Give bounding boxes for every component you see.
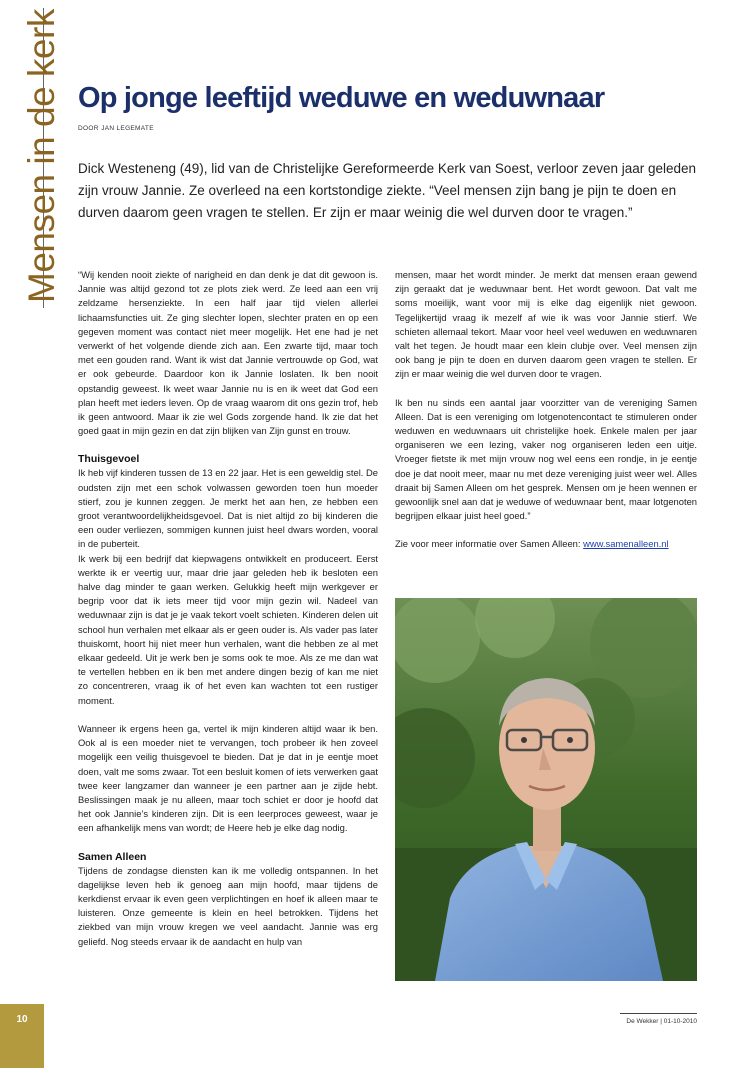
footer-rule (620, 1013, 697, 1014)
info-prefix: Zie voor meer informatie over Samen Alleen: (395, 538, 584, 550)
subheading-thuisgevoel: Thuisgevoel (78, 453, 140, 466)
body-paragraph: Tijdens de zondagse diensten kan ik me volledig ontspannen. In het dagelijkse leven heb ik genoeg aan mijn hoofd, maar tijdens de kerkdienst ervaar ik even geen verplichtingen en hoef ik alleen maar te luisteren. Onze gemeente is klein en heel betrokken. Tijdens het ziekbed van mijn vrouw kregen we veel aandacht. Jannie was erg geliefd. Nog steeds ervaar ik de aandacht en hulp van (78, 864, 378, 947)
info-line (395, 537, 697, 551)
section-label: Mensen in de kerk (21, 9, 62, 303)
subheading-samen-alleen: Samen Alleen (78, 850, 147, 863)
body-paragraph: Ik werk bij een bedrijf dat kiepwagens ontwikkelt en produceert. Eerst werkte ik er veertig uur, maar drie jaar geleden heb ik besloten een halve dag minder te gaan werken. Gelukkig heeft mijn werkgever er begrip voor dat ik iets meer tijd voor mijn gezin wil. Nadeel van weduwnaar zijn is dat je je vaak tekort voelt schieten. Kinderen delen uit school hun verhalen met elkaar als er geen ouder is. Als vader pas later thuiskomt, hoort hij niet meer hun verhalen, want die hebben ze al met elkaar gedeeld. Uit je werk ben je soms ook te moe. Als ze me dan wat te vertellen hebben en ik ben met andere dingen bezig of kan me niet zo concentreren, vraag ik of het even kan wachten tot een rustiger moment. (78, 552, 378, 706)
portrait-illustration (395, 598, 697, 981)
body-paragraph: Wanneer ik ergens heen ga, vertel ik mijn kinderen altijd waar ik ben. Ook al is een moeder niet te vervangen, toch probeer ik hen zoveel mogelijk een veilig thuisgevoel te bieden. Dat je dat in je eentje moet doen, valt me soms zwaar. Tot een besluit komen of iets verwerken gaat twee keer langzamer dan wanneer je een partner aan je zijde hebt. Beslissingen maak je nu alleen, maar toch schiet er door je hoofd dat het ook Jannie’s kinderen zijn. Dit is een leerproces geweest, waar je een afhankelijk mens van wordt; de Heere heb je elke dag nodig. (78, 722, 378, 834)
samenalleen-link[interactable]: www.samenalleen.nl (583, 538, 669, 550)
article-title: Op jonge leeftijd weduwe en weduwnaar (78, 82, 605, 114)
publication-footer: De Wekker | 01-10-2010 (626, 1018, 697, 1025)
left-column (78, 268, 378, 949)
body-paragraph: mensen, maar het wordt minder. Je merkt dat mensen eraan gewend zijn geraakt dat je weduwnaar bent. Het wordt gewoon. Dat valt me soms moeilijk, want voor mij is elke dag eigenlijk niet gewoon. Tegelijkertijd vraag ik mezelf af wie ik was voor Jannie stierf. We schieten allemaal tekort. Maar voor heel veel weduwen en weduwnaren valt het tegen. Je houdt maar een klein clubje over. Veel mensen zijn ook bang je pijn te doen en durven daarom geen vragen te stellen. Er zijn er maar weinig die wel durven door te vragen. (395, 269, 697, 380)
byline-prefix: DOOR (78, 125, 99, 132)
body-paragraph: “Wij kenden nooit ziekte of narigheid en dan denk je dat dit gewoon is. Jannie was altijd gezond tot ze plots ziek werd. Ze leed aan een vrij zeldzame hersenziekte. In een half jaar tijd vielen allerlei lichaamsfuncties uit. Ze ging slechter lopen, slechter praten en op een gegeven moment was contact niet meer mogelijk. Het ene had je net verwerkt of het volgende diende zich aan. Een zwarte tijd, maar toch met een gouden rand. Want ik wist dat Jannie vertrouwde op God, wat er ook gebeurde. Daardoor kon ik Jannie loslaten. Ik ben nooit opstandig geweest. Ik weet waar Jannie nu is en ik weet dat God een plan heeft met ieders leven. Op de vraag waarom dit ons gezin trof, heb ik geen antwoord. Maar ik zie wel Gods zorgende hand. Ik zie dat het goed gaat in mijn gezin en dat zijn blijken van Zijn gunst en trouw. (78, 269, 378, 437)
body-paragraph: Ik heb vijf kinderen tussen de 13 en 22 jaar. Het is een geweldig stel. De oudsten zijn met een schok volwassen geworden toen hun moeder stierf, zou je kunnen zeggen. Je merkt het aan hen, ze hebben een groot verantwoordelijkheidsgevoel. Dat is niet altijd zo bij kinderen die een ouder verliezen, sommigen kunnen juist heel dwars worden, vooral in de puberteit. (78, 467, 378, 550)
body-paragraph: Ik ben nu sinds een aantal jaar voorzitter van de vereniging Samen Alleen. Dat is een vereniging om lotgenotencontact te stimuleren onder weduwen en weduwnaars uit christelijke hoek. Enkele malen per jaar organiseren we een lezing, vaker nog organiseren leden een uitje. Vroeger fietste ik met mijn vrouw nog wel eens een rondje, in je eentje doe je dat nooit meer, maar nu met deze vereniging juist weer wel. Alles draait bij Samen Alleen om het gesprek. Mensen om je heen wennen er gewoonlijk snel aan dat je weduwe of weduwnaar bent, maar lotgenoten begrijpen elkaar juist heel goed.” (395, 396, 697, 522)
article-intro: Dick Westeneng (49), lid van de Christelijke Gereformeerde Kerk van Soest, verloor zeven jaar geleden zijn vrouw Jannie. Ze overleed na een kortstondige ziekte. “Veel mensen zijn bang je pijn te doen en durven daarom geen vragen te stellen. Er zijn er maar weinig die wel durven door te vragen.” (78, 161, 697, 220)
portrait-photo (395, 598, 697, 981)
byline (78, 123, 154, 132)
byline-author: JAN LEGEMATE (101, 125, 154, 132)
right-column (395, 268, 697, 552)
page-number: 10 (16, 1014, 28, 1025)
